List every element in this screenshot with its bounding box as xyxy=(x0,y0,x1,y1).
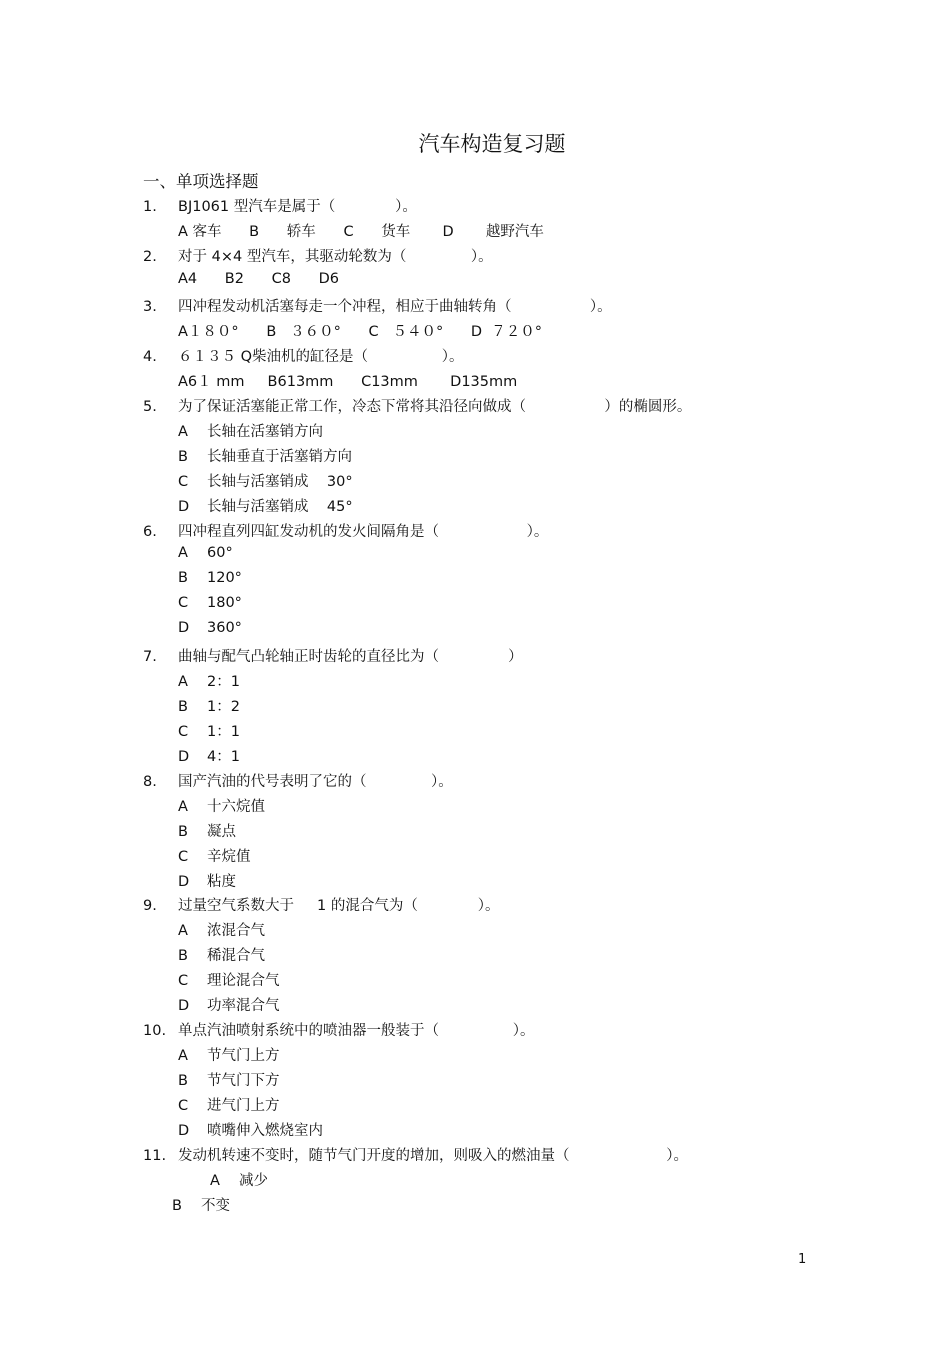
question-2 xyxy=(143,245,493,266)
option xyxy=(210,1169,268,1190)
option-text: 长轴与活塞销成 45° xyxy=(207,499,353,515)
option-key: D xyxy=(178,620,190,636)
option-text: 60° xyxy=(207,545,233,561)
options-inline: A4 B2 C8 D6 xyxy=(178,271,340,287)
option xyxy=(178,1044,280,1065)
option-text: 减少 xyxy=(239,1173,268,1189)
question-text: 单点汽油喷射系统中的喷油器一般装于（ ）。 xyxy=(178,1023,535,1039)
option xyxy=(178,470,353,491)
option-key: C xyxy=(178,849,189,865)
options-inline: A 客车 B 轿车 C 货车 D 越野汽车 xyxy=(178,224,544,240)
option-key: D xyxy=(178,749,190,765)
option xyxy=(178,445,352,466)
option xyxy=(178,795,265,816)
option-text: 功率混合气 xyxy=(207,998,280,1014)
option-key: D xyxy=(178,1123,190,1139)
option-text: 浓混合气 xyxy=(207,923,265,939)
page-number: 1 xyxy=(798,1252,807,1267)
option-key: B xyxy=(178,570,188,586)
question-number: 11. xyxy=(143,1148,167,1164)
option xyxy=(178,545,233,561)
options-inline: A１８０° B ３６０° C ５４０° D ７２０° xyxy=(178,324,542,340)
option xyxy=(178,994,280,1015)
option-key: A xyxy=(178,674,188,690)
option-key: A xyxy=(178,923,188,939)
option xyxy=(178,670,240,691)
question-text: 为了保证活塞能正常工作，冷态下常将其沿径向做成（ ）的椭圆形。 xyxy=(178,399,692,415)
option-text: 节气门上方 xyxy=(207,1048,280,1064)
option xyxy=(178,969,280,990)
option-text: 喷嘴伸入燃烧室内 xyxy=(207,1123,323,1139)
option-key: A xyxy=(178,799,188,815)
option-text: 2：1 xyxy=(207,674,240,690)
option xyxy=(178,720,240,741)
question-3 xyxy=(143,295,612,316)
option xyxy=(172,1194,230,1215)
option-text: 理论混合气 xyxy=(207,973,280,989)
option-key: C xyxy=(178,474,189,490)
option-text: 1：1 xyxy=(207,724,240,740)
option-text: 不变 xyxy=(201,1198,230,1214)
option xyxy=(178,944,265,965)
question-6 xyxy=(143,520,548,541)
question-text: 国产汽油的代号表明了它的（ ）。 xyxy=(178,774,453,790)
question-text: ６１３５ Q柴油机的缸径是（ ）。 xyxy=(178,349,464,365)
option-key: B xyxy=(172,1198,182,1214)
question-8 xyxy=(143,770,453,791)
question-5 xyxy=(143,395,691,416)
question-4 xyxy=(143,345,464,366)
option-key: D xyxy=(178,998,190,1014)
question-number: 3. xyxy=(143,299,157,315)
question-7 xyxy=(143,645,523,666)
option xyxy=(178,870,236,891)
option-key: D xyxy=(178,499,190,515)
question-number: 1. xyxy=(143,199,157,215)
option-text: 4：1 xyxy=(207,749,240,765)
question-9 xyxy=(143,894,500,915)
option xyxy=(178,495,353,516)
option-key: D xyxy=(178,874,190,890)
option-key: A xyxy=(178,424,188,440)
question-11 xyxy=(143,1144,688,1165)
option-text: 辛烷值 xyxy=(207,849,251,865)
question-text: 发动机转速不变时，随节气门开度的增加，则吸入的燃油量（ ）。 xyxy=(178,1148,689,1164)
question-number: 8. xyxy=(143,774,157,790)
page-title: 汽车构造复习题 xyxy=(418,132,566,156)
question-text: 四冲程发动机活塞每走一个冲程，相应于曲轴转角（ ）。 xyxy=(178,299,612,315)
option xyxy=(178,820,236,841)
question-1 xyxy=(143,195,417,216)
section-heading: 一、单项选择题 xyxy=(143,172,259,191)
option xyxy=(178,595,242,611)
question-number: 9. xyxy=(143,898,157,914)
option-text: 粘度 xyxy=(207,874,236,890)
option-text: 长轴在活塞销方向 xyxy=(207,424,323,440)
option-key: C xyxy=(178,724,189,740)
option-text: 1：2 xyxy=(207,699,240,715)
option-key: C xyxy=(178,1098,189,1114)
option-text: 180° xyxy=(207,595,242,611)
option-text: 进气门上方 xyxy=(207,1098,280,1114)
option-text: 长轴与活塞销成 30° xyxy=(207,474,353,490)
question-number: 10. xyxy=(143,1023,167,1039)
option-key: B xyxy=(178,948,188,964)
question-text: BJ1061 型汽车是属于（ ）。 xyxy=(178,199,417,215)
question-10 xyxy=(143,1019,535,1040)
option-key: B xyxy=(178,824,188,840)
option-key: A xyxy=(178,545,188,561)
option-text: 120° xyxy=(207,570,242,586)
option-key: B xyxy=(178,449,188,465)
option-key: A xyxy=(210,1173,220,1189)
option-text: 360° xyxy=(207,620,242,636)
option xyxy=(178,570,242,586)
option-text: 节气门下方 xyxy=(207,1073,280,1089)
option-key: A xyxy=(178,1048,188,1064)
option xyxy=(178,1069,280,1090)
question-number: 4. xyxy=(143,349,157,365)
question-text: 对于 4×4 型汽车，其驱动轮数为（ ）。 xyxy=(178,249,493,265)
question-number: 7. xyxy=(143,649,157,665)
option xyxy=(178,845,251,866)
question-text: 过量空气系数大于 1 的混合气为（ ）。 xyxy=(178,898,500,914)
option xyxy=(178,1119,323,1140)
option xyxy=(178,919,265,940)
option xyxy=(178,1094,280,1115)
options-inline: A6１ mm B613mm C13mm D135mm xyxy=(178,374,518,390)
option xyxy=(178,695,240,716)
option-text: 长轴垂直于活塞销方向 xyxy=(207,449,352,465)
option-text: 稀混合气 xyxy=(207,948,265,964)
option-key: B xyxy=(178,699,188,715)
option xyxy=(178,620,242,636)
question-number: 2. xyxy=(143,249,157,265)
question-number: 6. xyxy=(143,524,157,540)
question-text: 四冲程直列四缸发动机的发火间隔角是（ ）。 xyxy=(178,524,549,540)
option xyxy=(178,420,323,441)
option-key: C xyxy=(178,973,189,989)
question-text: 曲轴与配气凸轮轴正时齿轮的直径比为（ ） xyxy=(178,649,523,665)
option-key: B xyxy=(178,1073,188,1089)
option-text: 十六烷值 xyxy=(207,799,265,815)
option-key: C xyxy=(178,595,189,611)
option xyxy=(178,745,240,766)
question-number: 5. xyxy=(143,399,157,415)
option-text: 凝点 xyxy=(207,824,236,840)
